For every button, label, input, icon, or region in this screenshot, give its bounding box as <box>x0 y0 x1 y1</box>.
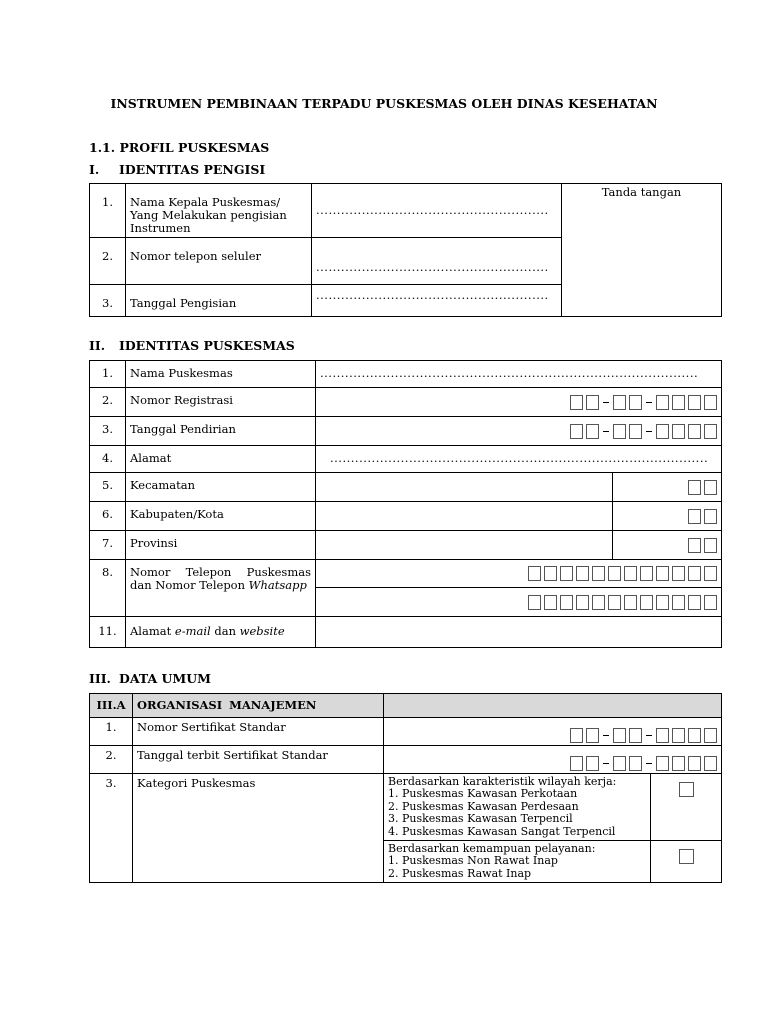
input-box[interactable] <box>570 424 583 439</box>
input-box[interactable] <box>679 849 694 864</box>
row-label: Nama Puskesmas <box>126 361 316 388</box>
website-label: website <box>239 624 285 638</box>
table-row <box>90 361 722 388</box>
input-box[interactable] <box>613 756 626 771</box>
dash-separator <box>646 402 652 403</box>
list-item: 4. Puskesmas Kawasan Sangat Terpencil <box>388 824 616 838</box>
input-box[interactable] <box>640 595 653 610</box>
input-box[interactable] <box>576 595 589 610</box>
input-box[interactable] <box>679 782 694 797</box>
row-label: Tanggal Pendirian <box>126 417 316 446</box>
kategori-wilayah-heading: Berdasarkan karakteristik wilayah kerja: <box>388 775 617 788</box>
input-box[interactable] <box>672 395 685 410</box>
input-box[interactable] <box>704 566 717 581</box>
row-number: 3. <box>90 285 126 317</box>
input-box[interactable] <box>688 424 701 439</box>
data-umum-table <box>89 693 722 883</box>
input-box[interactable] <box>608 595 621 610</box>
input-box[interactable] <box>560 595 573 610</box>
header-label: ORGANISASI MANAJEMEN <box>133 694 384 718</box>
table-row <box>90 746 722 774</box>
input-box[interactable] <box>704 595 717 610</box>
telepon-label: Nomor Telepon Puskesmas dan Nomor Telepon <box>130 565 311 592</box>
telepon-seluler-field[interactable] <box>312 238 562 285</box>
fill-dots: ........................................................ <box>316 261 549 274</box>
input-box[interactable] <box>629 728 642 743</box>
input-box[interactable] <box>629 756 642 771</box>
tanggal-sertifikat-field[interactable] <box>384 746 722 774</box>
row-number: 5. <box>90 473 126 502</box>
row-label: Kecamatan <box>126 473 316 502</box>
input-box[interactable] <box>688 566 701 581</box>
table-row <box>90 617 722 648</box>
row-number: 6. <box>90 502 126 531</box>
alamat-label: Alamat <box>130 624 172 638</box>
dash-separator <box>603 402 609 403</box>
provinsi-field[interactable] <box>316 531 613 560</box>
input-box[interactable] <box>613 395 626 410</box>
dan-label: dan <box>214 624 236 638</box>
kabupaten-code[interactable] <box>613 502 722 531</box>
input-box[interactable] <box>629 424 642 439</box>
row-number: 3. <box>90 417 126 446</box>
table-row <box>90 718 722 746</box>
row-label: Kabupaten/Kota <box>126 502 316 531</box>
row-number: 2. <box>90 238 126 285</box>
input-box[interactable] <box>688 728 701 743</box>
input-box[interactable] <box>570 756 583 771</box>
kategori-wilayah-checkbox[interactable] <box>651 774 722 841</box>
table-row <box>90 388 722 417</box>
dash-separator <box>603 431 609 432</box>
row-number: 11. <box>90 617 126 648</box>
whatsapp-label: Whatsapp <box>248 578 307 592</box>
row-label: Kategori Puskesmas <box>133 774 384 883</box>
input-box[interactable] <box>570 728 583 743</box>
signature-label: Tanda tangan <box>601 185 682 199</box>
row-number: 1. <box>90 718 133 746</box>
input-box[interactable] <box>688 595 701 610</box>
input-box[interactable] <box>656 756 669 771</box>
table-row <box>90 417 722 446</box>
identitas-pengisi-table <box>89 183 722 317</box>
input-box[interactable] <box>704 424 717 439</box>
section3-heading <box>89 671 211 686</box>
row-label: Tanggal Pengisian <box>126 285 312 317</box>
fill-dots: ........................................................ <box>316 289 549 302</box>
input-box[interactable] <box>586 424 599 439</box>
input-box[interactable] <box>688 756 701 771</box>
input-box[interactable] <box>624 566 637 581</box>
input-box[interactable] <box>592 595 605 610</box>
section2-title: IDENTITAS PUSKESMAS <box>119 338 295 353</box>
kategori-pelayanan <box>384 841 651 883</box>
table-row <box>90 774 722 841</box>
input-box[interactable] <box>656 566 669 581</box>
row-label: Nama Kepala Puskesmas/ Yang Melakukan pengisian Instrumen <box>126 184 312 238</box>
section2-number: II. <box>89 338 106 353</box>
row-label: Tanggal terbit Sertifikat Standar <box>133 746 384 774</box>
dash-separator <box>603 763 609 764</box>
table-row <box>90 502 722 531</box>
header-number: III.A <box>90 694 133 718</box>
nomor-sertifikat-field[interactable] <box>384 718 722 746</box>
tanggal-pengisian-field[interactable] <box>312 285 562 317</box>
dash-separator <box>646 763 652 764</box>
tanggal-pendirian-field[interactable] <box>316 417 722 446</box>
kategori-pelayanan-checkbox[interactable] <box>651 841 722 883</box>
signature-box[interactable] <box>562 184 722 317</box>
list-item: 1. Puskesmas Non Rawat Inap <box>388 854 558 867</box>
row-label: Nomor Sertifikat Standar <box>133 718 384 746</box>
section3-title: DATA UMUM <box>119 671 211 686</box>
input-box[interactable] <box>586 756 599 771</box>
list-item: 2. Puskesmas Rawat Inap <box>388 866 532 880</box>
input-box[interactable] <box>586 395 599 410</box>
input-box[interactable] <box>672 566 685 581</box>
table-row <box>90 184 722 238</box>
dash-separator <box>646 735 652 736</box>
row-number: 2. <box>90 388 126 417</box>
row-label: Provinsi <box>126 531 316 560</box>
table-row <box>90 560 722 588</box>
row-label: Nomor telepon seluler <box>126 238 312 285</box>
nomor-registrasi-field[interactable] <box>316 388 722 417</box>
nama-kepala-field[interactable] <box>312 184 562 238</box>
input-box[interactable] <box>576 566 589 581</box>
input-box[interactable] <box>688 509 701 524</box>
input-box[interactable] <box>704 395 717 410</box>
row-number: 8. <box>90 560 126 617</box>
input-box[interactable] <box>704 756 717 771</box>
input-box[interactable] <box>688 538 701 553</box>
input-box[interactable] <box>640 566 653 581</box>
list-item: 3. Puskesmas Kawasan Terpencil <box>388 812 573 825</box>
row-label <box>126 560 316 617</box>
identitas-puskesmas-table <box>89 360 722 648</box>
dash-separator <box>603 735 609 736</box>
row-number: 1. <box>90 361 126 388</box>
email-website-field[interactable] <box>316 617 722 648</box>
kecamatan-code[interactable] <box>613 473 722 502</box>
section1-heading <box>89 162 265 177</box>
section2-heading <box>89 338 295 353</box>
email-label: e-mail <box>174 624 211 638</box>
table-row <box>90 531 722 560</box>
section1-title: IDENTITAS PENGISI <box>119 162 266 177</box>
input-box[interactable] <box>656 395 669 410</box>
document-title: INSTRUMEN PEMBINAAN TERPADU PUSKESMAS OLEH DINAS KESEHATAN <box>110 96 658 111</box>
kategori-pelayanan-heading: Berdasarkan kemampuan pelayanan: <box>388 842 596 855</box>
input-box[interactable] <box>560 566 573 581</box>
input-box[interactable] <box>544 595 557 610</box>
section1-number: I. <box>89 162 100 177</box>
row-number: 3. <box>90 774 133 883</box>
kategori-wilayah <box>384 774 651 841</box>
input-box[interactable] <box>688 395 701 410</box>
input-box[interactable] <box>672 756 685 771</box>
fill-dots: ........................................................................................... <box>320 367 699 380</box>
input-box[interactable] <box>656 728 669 743</box>
input-box[interactable] <box>528 566 541 581</box>
table-row <box>90 446 722 473</box>
provinsi-code[interactable] <box>613 531 722 560</box>
row-number: 4. <box>90 446 126 473</box>
input-box[interactable] <box>672 424 685 439</box>
telepon-whatsapp-field[interactable] <box>316 588 722 617</box>
header-empty <box>384 694 722 718</box>
fill-dots: ........................................................................................... <box>330 452 709 465</box>
row-number: 1. <box>90 184 126 238</box>
table-header-row <box>90 694 722 718</box>
table-row <box>90 473 722 502</box>
list-item: 1. Puskesmas Kawasan Perkotaan <box>388 787 578 800</box>
nama-puskesmas-field[interactable] <box>316 361 722 388</box>
alamat-field[interactable] <box>316 446 722 473</box>
row-label: Nomor Registrasi <box>126 388 316 417</box>
row-number: 2. <box>90 746 133 774</box>
input-box[interactable] <box>629 395 642 410</box>
row-label <box>126 617 316 648</box>
section3-number: III. <box>89 671 111 686</box>
input-box[interactable] <box>672 728 685 743</box>
input-box[interactable] <box>544 566 557 581</box>
input-box[interactable] <box>656 424 669 439</box>
input-box[interactable] <box>624 595 637 610</box>
list-item: 2. Puskesmas Kawasan Perdesaan <box>388 799 579 813</box>
input-box[interactable] <box>613 424 626 439</box>
row-label: Alamat <box>126 446 316 473</box>
telepon-puskesmas-field[interactable] <box>316 560 722 588</box>
input-box[interactable] <box>688 480 701 495</box>
input-box[interactable] <box>656 595 669 610</box>
dash-separator <box>646 431 652 432</box>
input-box[interactable] <box>608 566 621 581</box>
profil-heading: 1.1. PROFIL PUSKESMAS <box>89 140 270 155</box>
input-box[interactable] <box>528 595 541 610</box>
input-box[interactable] <box>704 480 717 495</box>
kabupaten-field[interactable] <box>316 502 613 531</box>
input-box[interactable] <box>592 566 605 581</box>
row-number: 7. <box>90 531 126 560</box>
input-box[interactable] <box>704 728 717 743</box>
input-box[interactable] <box>704 538 717 553</box>
input-box[interactable] <box>586 728 599 743</box>
fill-dots: ........................................................ <box>316 204 549 217</box>
input-box[interactable] <box>570 395 583 410</box>
kecamatan-field[interactable] <box>316 473 613 502</box>
input-box[interactable] <box>672 595 685 610</box>
input-box[interactable] <box>613 728 626 743</box>
input-box[interactable] <box>704 509 717 524</box>
